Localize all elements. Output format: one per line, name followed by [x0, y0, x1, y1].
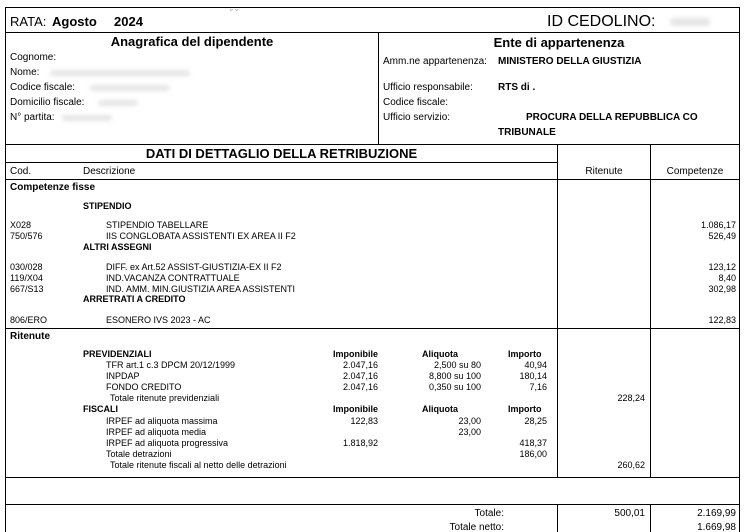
stipendio-heading: STIPENDIO	[83, 201, 132, 211]
row-cod: X028	[10, 220, 32, 230]
row-competenze: 526,49	[708, 231, 736, 241]
prev-row-aliquota: 8,800 su 100	[428, 371, 481, 381]
row-cod: 667/S13	[10, 284, 44, 294]
imponibile-heading: Imponibile	[333, 349, 378, 359]
prev-row-importo: 7,16	[529, 382, 547, 392]
prev-row-imponibile: 2.047,16	[342, 371, 378, 381]
top-border	[5, 7, 739, 8]
prev-row-desc: TFR art.1 c.3 DPCM 20/12/1999	[106, 360, 236, 370]
body-bottom	[5, 477, 739, 478]
row-desc: IND. AMM. MIN.GIUSTIZIA AREA ASSISTENTI	[106, 284, 296, 294]
ufficio-serv-value-2: TRIBUNALE	[498, 127, 556, 138]
totale-detrazioni-value: 186,00	[519, 449, 547, 459]
rata-year: 2024	[114, 14, 143, 29]
header-marks: ˘ ˘	[230, 8, 239, 18]
altri-assegni-heading: ALTRI ASSEGNI	[83, 242, 152, 252]
nome-label: Nome:	[10, 67, 40, 78]
id-cedolino-redacted	[670, 18, 710, 26]
row-competenze: 8,40	[718, 273, 736, 283]
arretrati-heading: ARRETRATI A CREDITO	[83, 294, 186, 304]
col-cod: Cod.	[10, 166, 32, 177]
prev-row-importo: 180,14	[519, 371, 547, 381]
section-divider	[5, 144, 739, 145]
cols-header-top	[5, 162, 557, 163]
totale-fiscali-label: Totale ritenute fiscali al netto delle detrazioni	[110, 460, 287, 470]
partita-redacted	[62, 115, 112, 121]
col-ritenute: Ritenute	[585, 166, 623, 177]
ente-title: Ente di appartenenza	[493, 35, 625, 50]
left-border	[5, 7, 6, 532]
competenze-fisse-heading: Competenze fisse	[10, 182, 96, 193]
row-cod: 030/028	[10, 262, 43, 272]
anagrafica-title: Anagrafica del dipendente	[110, 34, 274, 49]
fisc-row-aliquota: 23,00	[458, 416, 481, 426]
right-border	[739, 7, 740, 532]
ufficio-resp-value: RTS di .	[498, 82, 536, 93]
ritenute-heading: Ritenute	[10, 331, 50, 342]
dettaglio-title: DATI DI DETTAGLIO DELLA RETRIBUZIONE	[145, 146, 418, 161]
amm-value: MINISTERO DELLA GIUSTIZIA	[498, 56, 642, 67]
row-competenze: 302,98	[708, 284, 736, 294]
aliquota-heading: Aliquota	[422, 349, 458, 359]
rata-label: RATA:	[10, 14, 47, 29]
fisc-row-desc: IRPEF ad aliquota media	[106, 427, 207, 437]
row-desc: STIPENDIO TABELLARE	[106, 220, 209, 230]
ritenute-divider	[5, 328, 739, 329]
row-cod: 806/ERO	[10, 315, 48, 325]
fisc-row-importo: 28,25	[524, 416, 547, 426]
row-desc: DIFF. ex Art.52 ASSIST-GIUSTIZIA-EX II F2	[106, 262, 282, 272]
ufficio-resp-label: Ufficio responsabile:	[383, 82, 473, 93]
prev-row-importo: 40,94	[524, 360, 547, 370]
importo-heading: Importo	[508, 349, 542, 359]
prev-row-imponibile: 2.047,16	[342, 382, 378, 392]
ente-cf-label: Codice fiscale:	[383, 97, 449, 108]
row-competenze: 1.086,17	[700, 220, 736, 230]
col-descrizione: Descrizione	[83, 166, 136, 177]
cols-header-bottom	[5, 179, 739, 180]
header-divider	[5, 32, 739, 33]
prev-row-aliquota: 2,500 su 80	[433, 360, 481, 370]
cognome-label: Cognome:	[10, 52, 57, 63]
ufficio-serv-value-1: PROCURA DELLA REPUBBLICA CO	[526, 112, 698, 123]
row-desc: IND.VACANZA CONTRATTUALE	[106, 273, 240, 283]
totale-previdenziali-value: 228,24	[617, 393, 645, 403]
row-desc: ESONERO IVS 2023 - AC	[106, 315, 211, 325]
cf-redacted	[90, 85, 170, 91]
fisc-row-desc: IRPEF ad aliquota massima	[106, 416, 218, 426]
totale-ritenute: 500,01	[614, 508, 645, 519]
row-competenze: 123,12	[708, 262, 736, 272]
fisc-row-imponibile: 122,83	[350, 416, 378, 426]
amm-label: Amm.ne appartenenza:	[383, 56, 487, 67]
nome-redacted	[50, 70, 190, 76]
fisc-row-aliquota: 23,00	[458, 427, 481, 437]
row-competenze: 122,83	[708, 315, 736, 325]
ritenute-col-left	[557, 144, 558, 478]
totale-detrazioni-label: Totale detrazioni	[106, 449, 172, 459]
row-cod: 119/X04	[10, 273, 43, 283]
totale-netto-label: Totale netto:	[449, 522, 504, 532]
col-competenze: Competenze	[666, 166, 724, 177]
previdenziali-heading: PREVIDENZIALI	[83, 349, 152, 359]
aliquota-heading: Aliquota	[422, 404, 458, 414]
totale-fiscali-value: 260,62	[617, 460, 645, 470]
totale-label: Totale:	[474, 508, 504, 519]
rata-month: Agosto	[52, 14, 97, 29]
prev-row-aliquota: 0,350 su 100	[428, 382, 481, 392]
partita-label: N° partita:	[10, 112, 55, 123]
totale-previdenziali-label: Totale ritenute previdenziali	[110, 393, 220, 403]
domicilio-redacted	[98, 100, 138, 106]
totale-competenze: 2.169,99	[697, 508, 736, 519]
domicilio-label: Domicilio fiscale:	[10, 97, 85, 108]
fiscali-heading: FISCALI	[83, 404, 118, 414]
totals-top	[5, 504, 739, 505]
prev-row-desc: INPDAP	[106, 371, 140, 381]
ufficio-serv-label: Ufficio servizio:	[383, 112, 451, 123]
totale-netto-value: 1.669,98	[697, 522, 736, 532]
fisc-row-desc: IRPEF ad aliquota progressiva	[106, 438, 229, 448]
row-cod: 750/576	[10, 231, 43, 241]
importo-heading: Importo	[508, 404, 542, 414]
id-cedolino-label: ID CEDOLINO:	[547, 13, 656, 30]
codice-fiscale-label: Codice fiscale:	[10, 82, 76, 93]
prev-row-desc: FONDO CREDITO	[106, 382, 182, 392]
competenze-col-left	[650, 144, 651, 478]
row-desc: IIS CONGLOBATA ASSISTENTI EX AREA II F2	[106, 231, 296, 241]
prev-row-imponibile: 2.047,16	[342, 360, 378, 370]
fisc-row-importo: 418,37	[519, 438, 547, 448]
imponibile-heading: Imponibile	[333, 404, 378, 414]
fisc-row-imponibile: 1.818,92	[342, 438, 378, 448]
